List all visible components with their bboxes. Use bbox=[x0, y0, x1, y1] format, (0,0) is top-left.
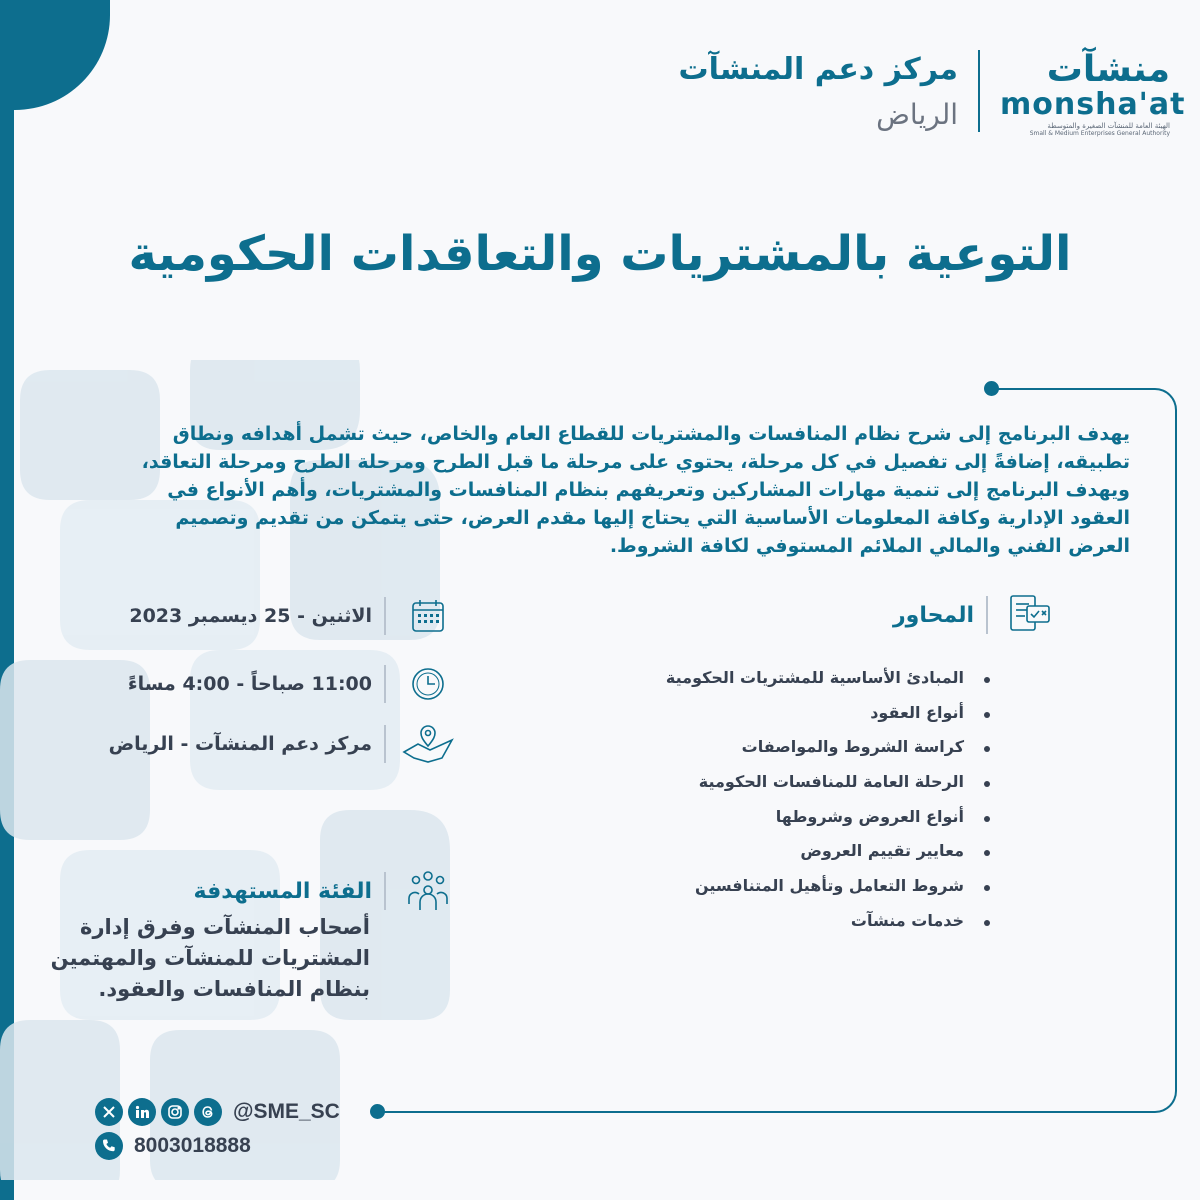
event-time bbox=[128, 660, 458, 708]
phone-row bbox=[95, 1130, 251, 1162]
list-item: كراسة الشروط والمواصفات bbox=[590, 733, 990, 768]
logo-subtitle-english: Small & Medium Enterprises General Authority bbox=[1029, 130, 1170, 137]
time-divider bbox=[384, 665, 386, 703]
frame-line-bottom bbox=[378, 1111, 1138, 1113]
time-text: 11:00 صباحاً - 4:00 مساءً bbox=[127, 673, 372, 695]
axes-title: المحاور bbox=[892, 602, 974, 628]
audience-divider bbox=[384, 872, 386, 910]
social-handle[interactable]: @SME_SC bbox=[233, 1100, 340, 1123]
date-divider bbox=[384, 597, 386, 635]
axes-list bbox=[590, 664, 990, 942]
map-pin-icon bbox=[398, 720, 458, 768]
date-text: الاثنين - 25 ديسمبر 2023 bbox=[129, 605, 372, 627]
audience-title: الفئة المستهدفة bbox=[193, 878, 372, 904]
event-date bbox=[129, 592, 458, 640]
center-city: الرياض bbox=[876, 98, 958, 131]
instagram-icon[interactable] bbox=[161, 1098, 189, 1126]
calendar-icon bbox=[398, 592, 458, 640]
frame-line-top bbox=[996, 388, 1136, 390]
x-icon[interactable] bbox=[95, 1098, 123, 1126]
location-divider bbox=[384, 725, 386, 763]
list-item: معايير تقييم العروض bbox=[590, 837, 990, 872]
list-item: أنواع العروض وشروطها bbox=[590, 803, 990, 838]
audience-heading bbox=[193, 866, 458, 916]
logo-subtitle-arabic: الهيئة العامة للمنشآت الصغيرة والمتوسطة bbox=[1047, 122, 1170, 130]
checklist-icon bbox=[1000, 591, 1060, 639]
axes-heading bbox=[893, 590, 1060, 640]
list-item: المبادئ الأساسية للمشتريات الحكومية bbox=[590, 664, 990, 699]
linkedin-icon[interactable] bbox=[128, 1098, 156, 1126]
social-row bbox=[95, 1096, 340, 1128]
logo-arabic: منشآت bbox=[1046, 49, 1170, 90]
corner-decoration bbox=[0, 0, 110, 110]
axes-divider bbox=[986, 596, 988, 634]
clock-icon bbox=[398, 660, 458, 708]
group-icon bbox=[398, 867, 458, 915]
monshaat-logo bbox=[1000, 49, 1186, 140]
location-text: مركز دعم المنشآت - الرياض bbox=[108, 733, 372, 755]
header-divider bbox=[978, 50, 980, 132]
frame-dot-bottom bbox=[370, 1104, 385, 1119]
list-item: أنواع العقود bbox=[590, 699, 990, 734]
audience-text: أصحاب المنشآت وفرق إدارة المشتريات للمنشآت والمهتمين بنظام المنافسات والعقود. bbox=[50, 915, 370, 1001]
list-item: الرحلة العامة للمنافسات الحكومية bbox=[590, 768, 990, 803]
phone-number[interactable]: 8003018888 bbox=[134, 1134, 251, 1157]
frame-line-side bbox=[1135, 388, 1177, 1113]
logo-english: monsha'at bbox=[1000, 87, 1186, 122]
center-name: مركز دعم المنشآت bbox=[678, 52, 958, 87]
page-title: التوعية بالمشتريات والتعاقدات الحكومية bbox=[128, 226, 1072, 282]
phone-icon[interactable] bbox=[95, 1132, 123, 1160]
list-item: شروط التعامل وتأهيل المتنافسين bbox=[590, 872, 990, 907]
threads-icon[interactable] bbox=[194, 1098, 222, 1126]
program-description: يهدف البرنامج إلى شرح نظام المنافسات والمشتريات للقطاع العام والخاص، حيث تشمل أهدافه ونطاق تطبيقه، إضافةً إلى تفصيل في كل مرحلة، يحتوي على مرحلة ما قبل الطرح ومرحلة الطرح ومرحلة التعاقد، ويهدف البرنامج إلى تنمية مهارات المشاركين وتعريفهم بنظام المنافسات والمشتريات، وأهم الأنواع في العقود الإدارية وكافة المعلومات الأساسية التي يحتاج إليها مقدم العرض، حتى يتمكن من تقديم وتصميم العرض الفني والمالي الملائم المستوفي لكافة الشروط. bbox=[141, 423, 1130, 557]
event-location bbox=[109, 720, 458, 768]
list-item: خدمات منشآت bbox=[590, 907, 990, 942]
